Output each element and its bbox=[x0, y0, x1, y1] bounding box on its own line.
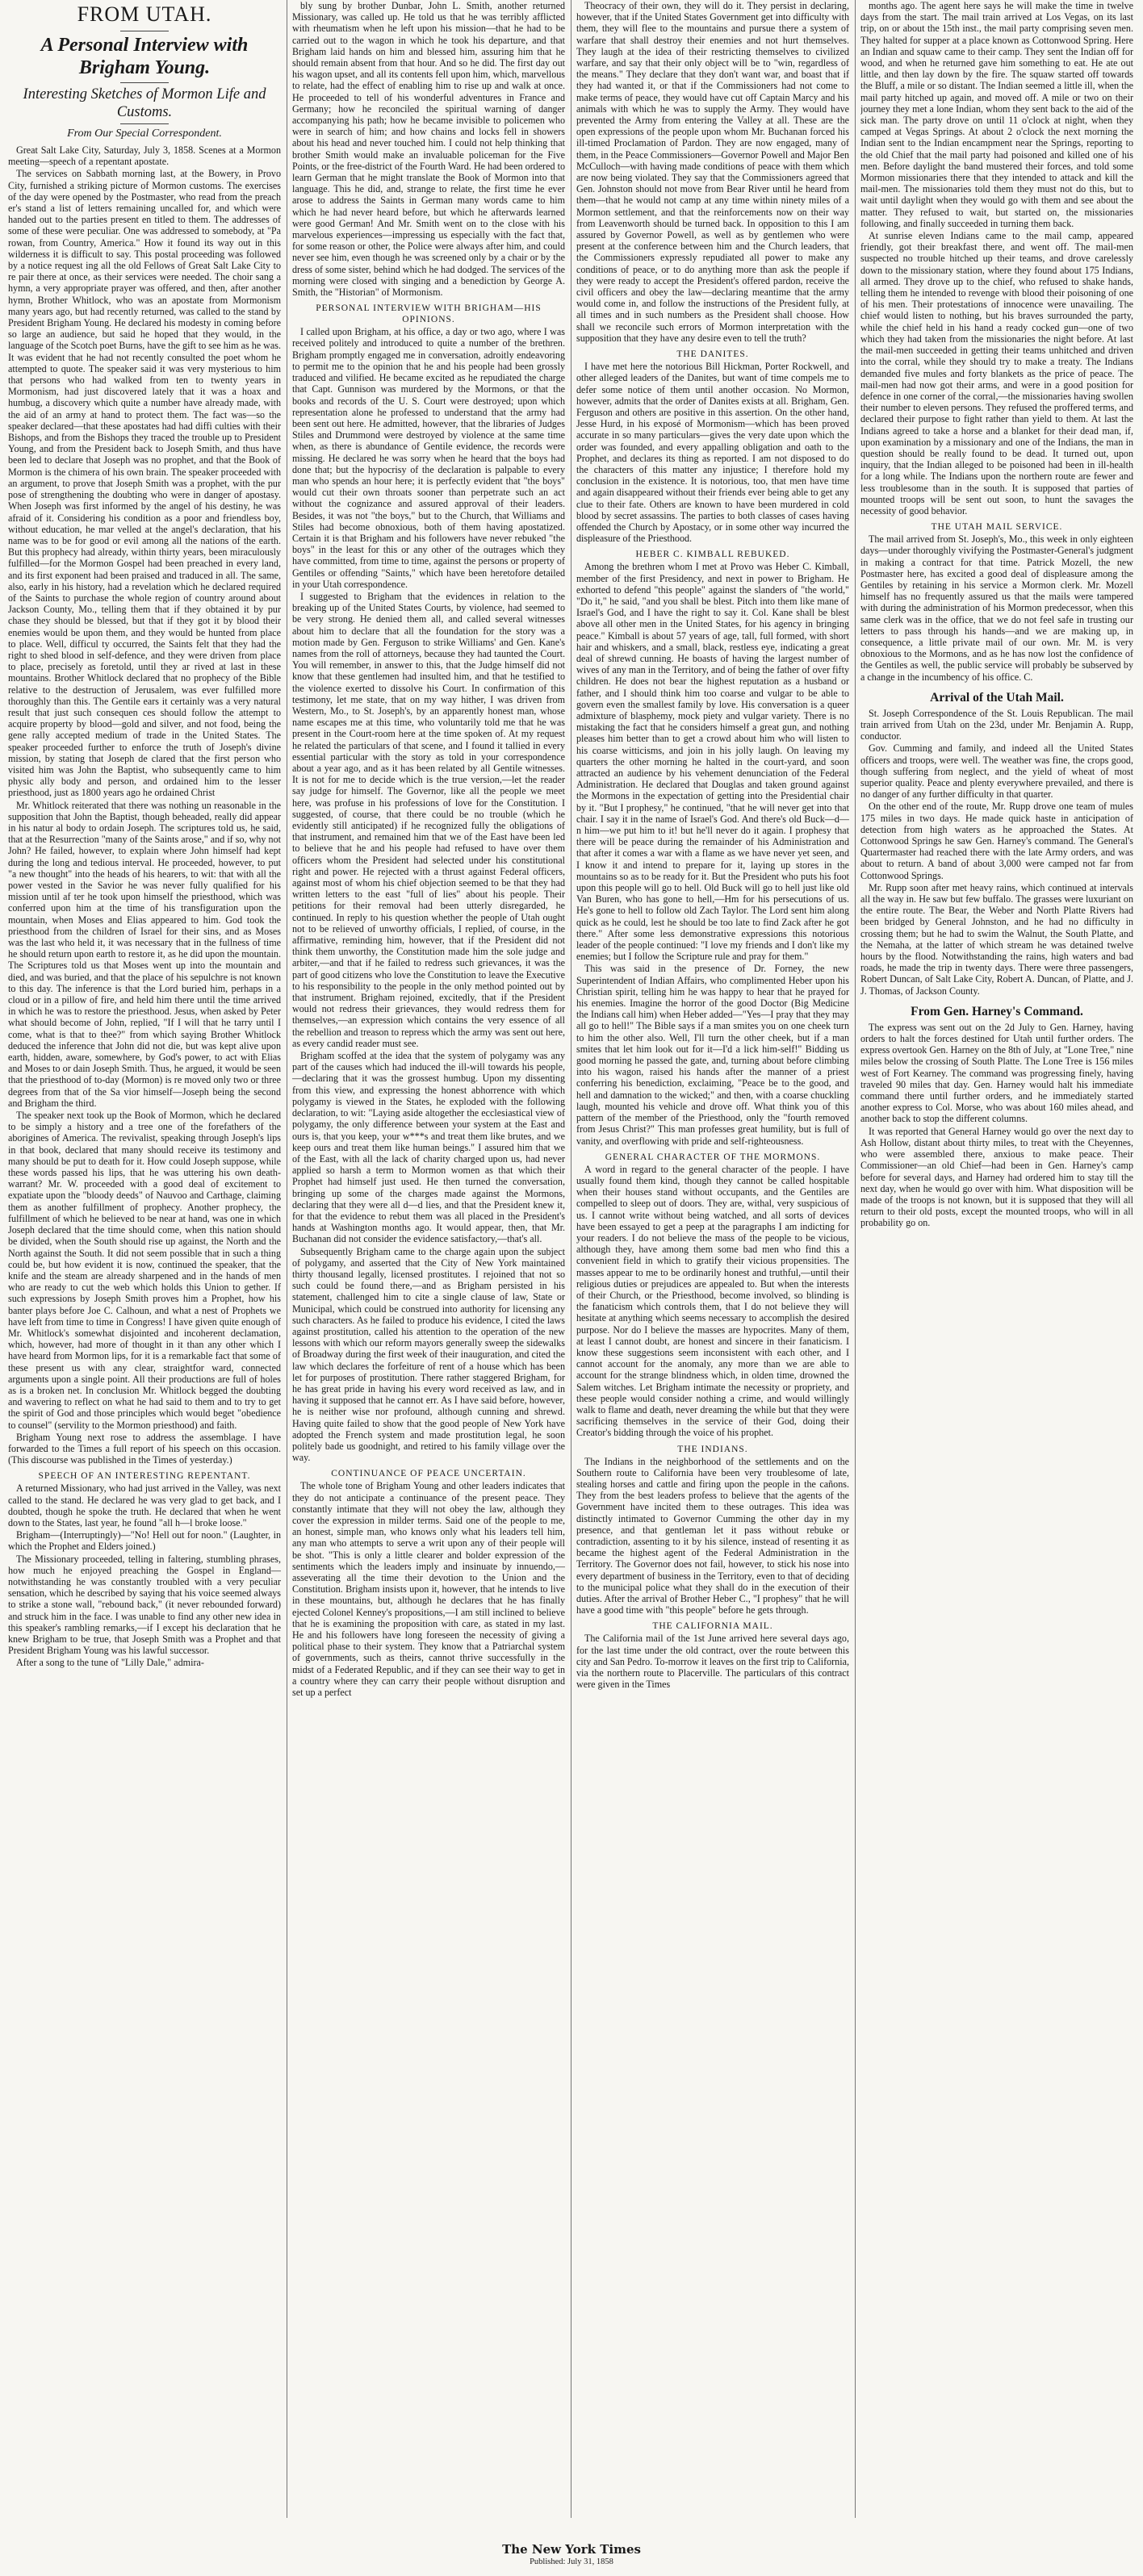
section-heading: CONTINUANCE OF PEACE UNCERTAIN. bbox=[331, 1469, 526, 1479]
column-body bbox=[860, 0, 1133, 1229]
section-heading: THE UTAH MAIL SERVICE. bbox=[931, 522, 1063, 533]
paragraph: Great Salt Lake City, Saturday, July 3, 1858. Scenes at a Mormon meeting—speech of a repentant apostate. bbox=[8, 144, 281, 168]
section-heading: THE CALIFORNIA MAIL. bbox=[652, 1621, 773, 1632]
section-heading: Arrival of the Utah Mail. bbox=[930, 690, 1064, 705]
column-body bbox=[8, 144, 281, 1669]
article-header bbox=[8, 2, 281, 141]
paragraph: Brigham scoffed at the idea that the system of polygamy was any part of the causes which had induced the ill-will towards his people,—declaring that it was the grossest humbug. Upon my dissenting from this view, and expressing the honest abhorrence with which polygamy is viewed in the States, he exploded with the following declaration, to wit: "Laying aside altogether the ecclesiastical view of polygamy, the only difference between your system at the East and ours is, that you keep, your w***s and treat them like brutes, and we keep ours and treat them like human beings." I assured him that we of the East, with all the lack of charity charged upon us, had never applied so harsh a term to Mormon women as that which their Prophet had himself just used. He then turned the conversation, bringing up some of the charges made against the Mormons, declaring that they were all d—d lies, and that the President knew it, for that the evidence to rebut them was all placed in the President's hands at Washington months ago. It would appear, then, that Mr. Buchanan did not consider the evidence satisfactory,—that's all. bbox=[292, 1050, 565, 1245]
rule bbox=[120, 123, 169, 124]
column-body bbox=[576, 0, 849, 1690]
column-3 bbox=[576, 0, 849, 2518]
column-rule bbox=[571, 0, 572, 2518]
section-heading: PERSONAL INTERVIEW WITH BRIGHAM—HIS OPINIONS. bbox=[316, 303, 542, 325]
footer bbox=[8, 2542, 1135, 2567]
paragraph: The mail arrived from St. Joseph's, Mo., this week in only eighteen days—under thoroughly vivifying the Postmaster-General's judgment in making a contract for that time. Patrick Mozell, the new Postmaster here, has excited a good deal of displeasure among the Gentiles by retaining in his service a Mormon clerk. Mr. Mozell himself has no frequently assured us that the mails were tampered with during the administration of his Mormon predecessor, when this same clerk was in the office, that we do not feel safe in trusting our letters to pass through his hands—and we are making up, in consequence, a little private mail of our own. Mr. M. is very obnoxious to the Mormons, and as he has now lost the confidence of the Gentiles as well, the public service will probably be subserved by a change in the incumbency of his office. C. bbox=[860, 533, 1133, 683]
masthead: The New York Times bbox=[502, 2542, 641, 2557]
rule bbox=[120, 82, 169, 83]
byline: From Our Special Correspondent. bbox=[67, 128, 222, 140]
paragraph: The speaker next took up the Book of Mormon, which he declared to be simply a history and a tree one of the forefathers of the aborigines of America. The revivalist, speaking through Joseph's lips in that book, declared that many should receive its testimony and many should be put to death for it. How could Joseph suppose, while these words passed his lips, that he was uttering his own death-warrant? Mr. W. proceeded with a good deal of excitement to expatiate upon the "bloody deeds" of Nauvoo and Carthage, claiming them as another fulfillment of prophecy. Another prophecy, the fulfillment of which he believed to be near at hand, was one in which Joseph declared that the time should come, when this nation should be divided, when the South should rise up against, the North and the North against the South. It did not seem possible that in such a thing could be, but how evident it is now, continued the speaker, that the knife and the steam are already sharpened and in the hands of men who are ready to cut the web which holds this Union to gether. If such expressions by Joseph Smith proves him a Prophet, how his banter plays before Joe C. Calhoun, and what a nest of Prophets we have left from time to time in Congress! I have given quite enough of Mr. Whitlock's somewhat disjointed and incoherent declamation, which, however, had more of thought in it than any other which I have heard from Mormon lips, for it is a remarkable fact that some of these present us with any clear, straightfor ward, connected arguments upon a single point. All their productions are full of holes as is a broken net. In conclusion Mr. Whitlock begged the doubting and wavering to reflect on what he had said to them and to try to get the spirit of God and those principles which would beget "obedience to counsel" (servility to the Mormon priesthood) and faith. bbox=[8, 1110, 281, 1431]
headline-1: A Personal Interview with Brigham Young. bbox=[40, 35, 249, 78]
publication-date: Published: July 31, 1858 bbox=[530, 2557, 613, 2566]
column-body bbox=[292, 0, 565, 1698]
paragraph: The Indians in the neighborhood of the settlements and on the Southern route to California have been very troublesome of late, stealing horses and cattle and firing upon the people in the cañons. They from the best leaders profess to believe that the agents of the Government have incited them to these outrages. This idea was distinctly intimated to Governor Cumming the other day in my presence, and that gentleman let it pass without rebuke or contradiction, assenting to it by his silence, instead of resenting it as became the highest agent of the Federal Administration in the Territory. The Governor does not fail, however, to stick his nose into every department of business in the Territory, even to that of deciding to the municipal police what they shall do in the execution of their duties. After the arrival of Brother Heber C., "I prophesy" that he will have a good time with "this people" before he gets through. bbox=[576, 1455, 849, 1616]
section-heading: From Gen. Harney's Command. bbox=[911, 1004, 1083, 1018]
paragraph: It was reported that General Harney would go over the next day to Ash Hollow, distant about thirty miles, to treat with the Cheyennes, who were assembled there, anxious to make peace. Their Commissioner—an old Chief—had been in Gen. Harney's camp before for several days, and Harney had ordered him to stay till the next day, when he would go over with him. What disposition will be made of the troops is not known, but it is supposed that they will all return to their old posts, except the mounted troops, who will in all probability go on. bbox=[860, 1125, 1133, 1229]
paragraph: I have met here the notorious Bill Hickman, Porter Rockwell, and other alleged leaders of the Danites, but want of time compels me to defer some notice of them until another occasion. No Mormon, however, admits that the order of Danites exists at all. Brigham, Gen. Ferguson and others are positive in this assertion. On the other hand, Jesse Hurd, in his exposé of Mormonism—which has been proved accurate in so many particulars—gives the very date upon which the order was founded, and every appalling obligation and oath to the Prophet, and declares its thing as reported. I am not disposed to do the characters of this matter any injustice; I therefore hold my conclusion in the existence. It is notorious, too, that men have time and again disappeared without their friends ever being able to get any clue to their fate. Others are known to have been murdered in cold blood by secret assassins. The parties to both classes of cases having offended the Church by Apostacy, or in some other way incurred the displeasure of the Priesthood. bbox=[576, 361, 849, 545]
paragraph: A returned Missionary, who had just arrived in the Valley, was next called to the stand. He declared he was very glad to get back, and I doubted, though he spoke the truth. He declared that when he went down to the States, last year, he found "all h—l broke loose." bbox=[8, 1482, 281, 1528]
paragraph: I suggested to Brigham that the evidences in relation to the breaking up of the United States Courts, by violence, had seemed to be very strong. He denied them all, and called several witnesses about him to declare that all the foundation for the story was a motion made by Gen. Ferguson to strike Williams' and Gen. Kane's names from the roll of attorneys, because they had taunted the Court. You will remember, in answer to this, that the Judge himself did not know that these gentlemen had insulted him, and that he testified to the violence exerted to dissolve his Court. In confirmation of this testimony, let me state, that on my way hither, I was driven from Western, Mo., to St. Joseph's, by an apparently honest man, whose name escapes me at this time, who voluntarily told me that he was present in the Court-room here at the time spoken of. At my request he related the particulars of that scene, and I found it tallied in every essential particular with the story as told in your correspondence about a year ago, and as it has been related by all Gentile witnesses. It is not for me to decide which is the true version,—let the reader say judge for himself. The Governor, like all the people we meet here, was profuse in his professions of love for the Constitution. I suggested, of course, that there could be no trouble (which he evidently still anticipated) if he recognized fully the obligations of that instrument, and remained him that we of the East have been led to believe that he and his people had refused to have over them officers whom the President had selected under his constitutional right and power. He rejected with a thrust against Federal officers, against most of whom his chief objection seemed to be that they had written letters to the east "full of lies" about his people. Their petitions for their removal had been utterly disregarded, he continued. In reply to his question whether the people of Utah ought not to be relieved of unworthy officials, I replied, of course, in the affirmative, reminding him, however, that if the President did not think them unworthy, the Constitution made him the sole judge and arbiter,—and that if he failed to redress such grievances, it was the part of good citizens who love the Constitution to leave the Executive to his responsibility to the people in the only method pointed out by that instrument. Brigham rejoined, excitedly, that if the President would not redress their grievances, they would redress them for themselves,—an expression which contains the very essence of all the rebellion and treason to repress which the army was sent out here, as every candid reader must see. bbox=[292, 590, 565, 1049]
paragraph: After a song to the tune of "Lilly Dale," admira- bbox=[16, 1657, 204, 1669]
paragraph: bly sung by brother Dunbar, John L. Smith, another returned Missionary, was called up. He told us that he was terribly afflicted with rheumatism when he left upon his mission—that he had to be carried out to the wagon in which he took his departure, and that Brigham laid hands on him and blessed him, assuring him that he should remain absent from that hour. And so he did. The first day out his wagon upset, and all its contents fell upon him, which, marvellous to relate, had the effect of enabling him to rise up and walk at once. He proceeded to tell of his wonderful adventures in France and Germany; how he reconciled the spiritual warning of danger accompanying his path; how he became invisible to policemen who were in search of him; and how chains and locks fell in showers about his head and never touched him. I could not help thinking that brother Smith would make an invaluable policeman for the Five Points, or the free-district of the Fourth Ward. He had been ordered to learn German that he might translate the Book of Mormon into that language. This he did, and, strange to relate, the first time he ever arose to address the Saints in German many words came to him which he had never heard before, but which he afterwards learned were good German! And Mr. Smith went on to the close with his marvelous experiences—impressing us especially with the fact that, for some reason or other, the Police were always after him, and could never see him, even though he was screened only by a chair or by the dress of some sister, behind which he had dodged. The services of the morning were closed with singing and a benediction by George A. Smith, the "Historian" of Mormonism. bbox=[292, 0, 565, 299]
paragraph: At sunrise eleven Indians came to the mail camp, appeared friendly, got their breakfast there, and went off. The mail-men suspected no trouble hitched up their teams, and drove carelessly down to the missionary station, where they found about 175 Indians, all armed. They drove up to the chief, who refused to shake hands, telling them he intended to revenge with blood their poisoning of one of his men. Their protestations of innocence were unavailing. The chief would listen to nothing, but his braves surrounded the party, while the chief held in his hand a ready cocked gun—one of two which they had taken from the missionaries the night before. At last the mail-men succeeded in getting their teams unhitched and driven into the corral, while they should try to make a treaty. The Indians demanded five mules and forty blankets as the price of peace. The mail-men had now got their arms, and were in a good position for defence in one corner of the corral,—the missionaries having swollen their number to eleven persons. They refused the proffered terms, and declared their purpose to fight rather than yield to them. At last the Indians agreed to take a horse and a blanket for their dead man, if, upon examination by a missionary and one of the Indians, the man in question should be really found to be dead. It turned out, upon inquiry, that the Indian alleged to be poisoned had been in ill-health for a long while. The Indians upon the northern route are fewer and less troublesome than in the south. It is supposed that parties of mounted troops will be sent out soon, to hunt the savages the necessity of good behavior. bbox=[860, 230, 1133, 516]
column-1 bbox=[8, 0, 281, 2518]
section-heading: THE DANITES. bbox=[676, 349, 749, 360]
kicker: FROM UTAH. bbox=[77, 2, 212, 26]
paragraph: I called upon Brigham, at his office, a day or two ago, where I was received politely and introduced to quite a number of the brethren. Brigham promptly engaged me in conversation, adroitly endeavoring to permit me to the opinion that he and his people had been grossly traduced and vilified. He became excited as he repudiated the charge that Capt. Gunnison was murdered by the Mormons, or that the books and records of the U. S. Court were destroyed; upon which representation alone he professed to understand that the army had been sent out here. He admitted, however, that the libraries of Judges Stiles and Drummond were destroyed by violence at the same time when, as there is abundance of Gentile evidence, the records were missing. He declared he was sorry when he heard that the boys had done that; but the hypocrisy of the declaration is palpable to every man who spends an hour here; it is perfectly evident that "the boys" would cut their own throats sooner than perpetrate such an act without the cognizance and assured approval of their leaders. Besides, it was not "the boys," but to the Church, that Williams and Stiles had become obnoxious, both of them having apostatized. Certain it is that Brigham and his followers have never rebuked "the boys" in the least for this or any other of the outrages which they have committed, from time to time, against the persons or property of Gentiles or offending "Saints," which have been heretofore detailed in your Utah correspondence. bbox=[292, 326, 565, 590]
column-4 bbox=[860, 0, 1133, 2518]
paragraph: A word in regard to the general character of the people. I have usually found them kind, though they cannot be called hospitable when their houses stand without occupants, and the Gentiles are compelled to sleep out of doors. They are, withal, very suspicious of us. I cannot write without being watched, and all sorts of devices have been essayed to get a peep at the paragraphs I am indicting for your readers. I do not believe the mass of the people to be vicious, although they, have among them some bad men who find this a convenient field in which to gratify their vicious propensities. The masses appear to me to be ordinarily honest and truthful,—until their religious duties or prejudices are appealed to. But when the interests of their Church, or the Priesthood, become involved, so blinding is the fanaticism which controls them, that I do not believe they will hesitate at anything which seems necessary to accomplish the desired purpose. Nor do I believe the masses are hypocrites. Many of them, at least I cannot doubt, are honest and sincere in their fanaticism. I know these suggestions seem inconsistent with each other, and I cannot account for the anomaly, any more than we are able to account for the strange blindness which, in olden time, drowned the Salem witches. Let Brigham intimate the necessity or propriety, and these people would consider nothing a crime, and would willingly walk to flame and death, never dreaming the while but that they were sacrificing themselves in the service of their God, doing their Creator's bidding through the voice of his prophet. bbox=[576, 1163, 849, 1439]
paragraph: Among the brethren whom I met at Provo was Heber C. Kimball, member of the first Presidency, and next in power to Brigham. He exhorted to defend "this people" against the slanders of "the world," "Do it," he said, "and you shall be blest. Pitch into them like mane of Israel's God, and I have the right to say it. Col. Kane shall be blest above all other men in the United States, for his agency in bringing peace." Kimball is about 57 years of age, tall, full formed, with short hair and whiskers, and a small, black, restless eye, indicating a great deal of shrewd cunning. He boasts of having the largest number of wives of any man in the Territory, and of being the father of over fifty children. He does not bear the highest reputation as a husband or father, and I should think him too coarse and vulgar to be able to govern even the smallest family by love. His conversation is a queer admixture of blasphemy, mock piety and vulgar variety. There is no mistaking the fact that he considers himself a great gun, and nothing pleases him better than to get a crowd about him who will listen to his coarse witticisms, and join in his jolly laugh. On leaving my quarters the other morning he halted in the court-yard, and soon attracted an audience by his vehement denunciation of the Federal Administration. He declared that Douglas and taken ground against the Mormons in the expectation of getting into the Presidential chair by it. "But I prophesy," he continued, "that he will never get into that chair. I say it in the name of Israel's God. And there's old Buck—d—n him—we put him to it! but he'll never do it again. I prophesy that there will be peace during the remainder of his Administration and that after it comes a war with a flame as we have never yet seen, and I know it and intend to prepare for it, laying up stores in the mountains so as to be ready for it. But the President who puts his foot upon this people will go to hell. Old Buck will go to hell just like old Van Buren, who has gone to hell,—Hm for his persecutions of us. He's gone to hell to follow old Zach Taylor. The Lord sent him along quick as he could, lest he should be too late to find Zack after he got there." After some less demonstrative expressions this notorious leader of the people continued: "I love my friends and I don't like my enemies; but I follow the Scripture rule and pray for them." bbox=[576, 561, 849, 963]
section-heading: SPEECH OF AN INTERESTING REPENTANT. bbox=[38, 1471, 251, 1482]
section-heading: HEBER C. KIMBALL REBUKED. bbox=[635, 550, 790, 560]
paragraph: Mr. Whitlock reiterated that there was nothing un reasonable in the supposition that John the Baptist, though beheaded, really did appear in his natur al body to ordain Joseph. The scriptures told us, he said, that at the Resurrection "many of the Saints arose," and if so, why not John? He failed, however, to explain where John himself had kept during the long and tedious interval. He proceeded, however, to put "a new thought" into the heads of his hearers, to wit: that with all the power vested in the Savior he was never fully qualified for his mission until af ter he took upon himself the priesthood, which was conferred upon him at the time of his transfiguration upon the mountain, when Moses and Elias appeared to him. God took the priesthood from the children of Israel for their sins, and as Moses was the last who held it, it was necessary that in the fullness of time he should return upon earth to restore it, as he did upon the mountain. The Scriptures told us that Moses went up into the mountain and died, and was buried, and that the place of his sepulchre is not known to this day. The inference is that the Lord buried him, perhaps in a cloud or in a pillow of fire, and held him there until the time arrived in which he was to restore the priesthood. Jesus, when asked by Peter what should become of John, replied, "If I will that he tarry until I come, what is that to thee?" from which saying Brother Whitlock deduced the inference that John did not die, but was kept alive upon earth, hidden, aware, somewhere, by God's power, to act with Elias and Moses to or dain Joseph Smith. Thus, he argued, it would be seen that the priesthood of to-day (Mormon) is re moved only two or three degrees from that of the Sa vior himself—Joseph being the second and Brigham the third. bbox=[8, 799, 281, 1109]
section-heading: THE INDIANS. bbox=[677, 1444, 748, 1454]
paragraph: months ago. The agent here says he will make the time in twelve days from the start. The mail train arrived at Los Vegas, on its last trip, on or about the 15th inst., the mail party comprising seven men. They halted for supper at a place known as Cottonwood Spring. Here an Indian and squaw came to their camp. They sent the Indian off for wood, and when he returned gave him something to eat. He ate out little, and then lay down by the fire. The squaw started off towards the Bluff, a mile or so distant. The Indian seemed a little ill, when the mail party hitched up again, and moved off. A mile or two on their journey they met a lone Indian, whom they sent back to the aid of the sick man. The party drove on until 11 o'clock at night, when they camped at Vegas Springs. At about 2 o'clock the next morning the Indian sent to the Indian encampment near the Springs, reporting to the old Chief that the mail party had poisoned and killed one of his men. Before daylight the band mustered their forces, and told some Mormon missionaries there that they intended to attack and kill the mail-men. The missionaries told them they must not do this, but to wait until daylight when they would go with them and see about the matter. They refused to wait, but started on, the missionaries following, and finally succeeded in turning them back. bbox=[860, 0, 1133, 229]
newspaper-page bbox=[8, 0, 1135, 2576]
column-2 bbox=[292, 0, 565, 2518]
paragraph: The whole tone of Brigham Young and other leaders indicates that they do not anticipate a continuance of the present peace. They constantly intimate that they will not obey the law, although they cover the expression in milder terms. Said one of the people to me, an honest, simple man, who knows only what his leaders tell him, any man who attempts to serve a writ upon any of their people will be shot. "This is only a little clearer and bolder expression of the sentiments which the leaders imply and insinuate by innuendo,—asseverating all the time their devotion to the Union and the Constitution. Brigham insists upon it, however, that he intends to live in these mountains, but, although he declares that he has finally ejected Colonel Kenney's propositions,—I am still inclined to believe that he is examining the proposition with care, as stated in my last. He and his followers have long foreseen the necessity of giving a political phase to their system. They know that a Patriarchal system of governments, such as theirs, cannot thrive successfully in the midst of a Federated Republic, and if they can see their way to get in a country where they can carry their people without disruption and set up a perfect bbox=[292, 1480, 565, 1699]
paragraph: Theocracy of their own, they will do it. They persist in declaring, however, that if the United States Government get into difficulty with them, they will flee to the mountains and pursue there a system of warfare that shall destroy their enemies and not hurt themselves. They laugh at the idea of their restricting themselves to civilized warfare, and say that their only object will be to "win, regardless of the means." They declare that they don't want war, and boast that if they had wanted it, or that if the Commissioners had not come to make terms of peace, they would have cut off Captain Marcy and his animals with which he was to supply the Army. They would have prevented the Army from entering the Valley at all. These are the open expressions of the people upon whom Mr. Buchanan forced his ill-timed Proclamation of Pardon. They are now engaged, many of them, in the Peace Commissioners—Governor Powell and Major Ben McCulloch—with having made conditions of peace with them which are now being violated. They say that the Commissioners agreed that Gen. Johnston should not move from Bear River until he heard from them—that he would not camp at any time within ninety miles of a Mormon settlement, and that the reinforcements now on their way from Leavenworth should be turned back. In opposition to this I am assured by Governor Powell, as well as by gentlemen who were present at the conference between him and the Church leaders, that the Commissioners expressly repudiated all power to make any conditions of peace, or to do anything more than ask the people if they were ready to accept the President's offered pardon, receive the civil officers and obey the law—declaring meantime that the army would come in, and follow the instructions of the President fully, at all times and in such numbers as the President shall choose. How shall we reconcile such errors of Mormon interpretation with the supposition that they have any desire even to tell the truth? bbox=[576, 0, 849, 344]
paragraph: Subsequently Brigham came to the charge again upon the subject of polygamy, and asserted that the City of New York maintained thirty thousand legally, licensed prostitutes. I rejoined that not so such could be found there,—and as Brigham persisted in his statement, challenged him to cite a single clause of law, State or Municipal, which could be construed into authority for licensing any such characters. As he failed to produce his evidence, I cited the laws against prostitution, called his attention to the operation of the new lessons with which our reform mayors generally sweep the sidewalks of Broadway during the first week of their inauguration, and cited the law which declares the forfeiture of rent of a house which has been let for purposes of prostitution. There rather staggered Brigham, for he has great pride in having his every word received as law, and in having it supposed that he cannot err. As I have said before, however, he is neither wise nor profound, although cunning and shrewd. Having quite failed to show that the good people of New York have adopted the French system and made prostitution legal, he soon politely bade us goodnight, and retired to his family village over the way. bbox=[292, 1245, 565, 1464]
paragraph: Gov. Cumming and family, and indeed all the United States officers and troops, were well. The weather was fine, the crops good, though suffering from neglect, and the yield of wheat of most superior quality. Peace and plenty everywhere prevailed, and there is no danger of any further difficulty in that quarter. bbox=[860, 742, 1133, 801]
paragraph: The Missionary proceeded, telling in faltering, stumbling phrases, how much he enjoyed preaching the Gospel in England—notwithstanding he was constantly troubled with a very peculiar sensation, which he described by saying that his voice seemed always to strike a stone wall, "rebound back," (it never rebounded forward) and struck him in the face. I was unable to find any other new idea in this speaker's rambling remarks,—if I except his declaration that he knew Brigham to be true, that Joseph Smith was a Prophet and that President Brigham Young was his lawful successor. bbox=[8, 1553, 281, 1657]
paragraph: Brigham—(Interruptingly)—"No! Hell out for noon." (Laughter, in which the Prophet and Elders joined.) bbox=[8, 1529, 281, 1553]
paragraph: St. Joseph Correspondence of the St. Louis Republican. The mail train arrived from Utah on the 23d, under Mr. Benjamin A. Rupp, conductor. bbox=[860, 707, 1133, 742]
section-heading: GENERAL CHARACTER OF THE MORMONS. bbox=[605, 1152, 821, 1162]
paragraph: The services on Sabbath morning last, at the Bowery, in Provo City, furnished a striking picture of Mormon customs. The exercises of the day were opened by the Postmaster, who read from the preach er's stand a list of letters remaining uncalled for, and which were handed out to the parties present en titled to them. The addresses of some of these were peculiar. One was addressed to somebody, at "Pa rowan, from Country, America." How it found its way out in this wilderness it is difficult to say. This postal proceeding was followed by a notice request ing all the old Fellows of Great Salt Lake City to re pair there at once, as their services were needed. The choir sang a hymn, a very appropriate prayer was offered, and then, after another hymn, Brother Whitlock, who was an apostate from Mormonism many years ago, but had recently returned, was called to the stand by President Brigham Young. He declared his modesty in coming before so large an audience, but said he hoped that they would, in the language of the Scotch poet Burns, have the gift to see him as he was. It was evident that he had not recently consulted the poet whom he attempted to quote. The speaker said it was very mysterious to him that persons who had walked from ten to twenty years in Mormonism, had just discovered lately that it was a hoax and humbug, a discovery which quite a number have already made, with the aid of an army at hand to protect them. The fact was—so the speaker declared—that these apostates had had diffi culties with their Bishops, and from the Bishops they traced the trouble up to President Young, and from the President back to Joseph Smith, and thus have been led to declare that Joseph was no prophet, and that the Book of Mormon is the chimera of his own brain. The speaker proceeded with an argument, to prove that Joseph Smith was a prophet, with the pur pose of strengthening the doubting who were in danger of apostasy. When Joseph was first informed by the angel of his destiny, he was afraid of it. Considering his condition as a poor and friendless boy, without education, he mar velled at the angel's declaration, that his name was to be for good or evil among all the nations of the earth. But this prophecy had already, within thirty years, been miraculously fulfilled—for the Mormon Gospel had been preached in every land, and its first exponent had been praised and traduced in all. The same, also, early in his history, had a revelation which he declared required of the Saints to purchase the whole region of country around about Jackson County, Mo., telling them that if they obtained it by pur chase they should be blessed, but that if they got it by blood their enemies would be upon them, and they would be hunted from place to place. Well, difficul ty occurred, the Saints felt that they had the right to shed blood in self-defence, and they were driven from place to place, precisely as foretold, until they ar rived at last in these mountains. Brother Whitlock declared that no prophecy of the Bible relative to the destruction of Jerusalem, was ever fulfilled more thoroughly than this. The Gentile ears it certainly was a very natural result that just such consequen ces should follow the attempt to acquire property by blood—gold and silver, and not food, being the gene rally accepted medium of trade in the United States. The speaker proceeded further to enforce the truth of Joseph's divine mission, by stating that Joseph de clared that the first person who visited him was John the Baptist, who subsequently came to him physic ally body and person, and ordained him to the lesser priesthood, just as 1800 years ago he ordained Christ bbox=[8, 168, 281, 799]
paragraph: This was said in the presence of Dr. Forney, the new Superintendent of Indian Affairs, who complimented Heber upon his Christian spirit, telling him he was happy to hear that he prayed for his enemies. Imagine the horror of the good Doctor (Big Medicine the Indians call him) when Heber added—"Yes—I pray that they may all go to hell!" The Bible says if a man smites you on one cheek turn to him the other also. Well, I'll turn the other cheek, but if a man smites that let him look out for it—I'd a lick him-self!" Bidding us good morning he passed the gate, and, turning about before climbing into his wagon, raised his hands after the manner of a priest conferring his benediction, exclaiming, "Peace be to the good, and hell and damnation to the wicked;" and then, with a coarse chuckling laugh, mounted his vehicle and drove off. What think you of this pattern of the member of the Priesthood, only the "fourth removed from Jesus Christ?" This man professes great humility, but is full of vanity, and overflowing with pride and self-righteousness. bbox=[576, 963, 849, 1147]
paragraph: On the other end of the route, Mr. Rupp drove one team of mules 175 miles in two days. He made quick haste in anticipation of detection from high waters as he approached the States. At Cottonwood Springs he saw Gen. Harney's command. The General's Quartermaster had reached there with the late Army orders, and was about to return. A band of about 3,000 were camped not far from Cottonwood Springs. bbox=[860, 801, 1133, 881]
paragraph: Mr. Rupp soon after met heavy rains, which continued at intervals all the way in. He saw but few buffalo. The grasses were luxuriant on the entire route. The Bear, the Weber and North Platte Rivers had been bridged by General Johnston, and he had no difficulty in crossing them; but he had to swim the Walnut, the South Platte, and the Nemaha, at the latter of which stream he was detained twelve hours by the flood. Notwithstanding the rains, high waters and bad roads, he made the trip in twenty days. There were three passengers, Robert Duncan, of Salt Lake City, Robert A. Duncan, of Platte, and J. J. Thomas, of Jackson County. bbox=[860, 881, 1133, 997]
paragraph: The express was sent out on the 2d July to Gen. Harney, having orders to halt the forces destined for Utah until further orders. The express overtook Gen. Harney on the 8th of July, at "Lone Tree," nine miles below the crossing of South Platte. The Lone Tree is 156 miles west of Fort Kearney. The command was progressing finely, having traveled 90 miles that day. Gen. Harney would halt his immediate command there until further orders, and he immediately started another express to Col. Morse, who was about 160 miles ahead, and another back to stop the different columns. bbox=[860, 1021, 1133, 1125]
column-rule bbox=[855, 0, 856, 2518]
paragraph: The California mail of the 1st June arrived here several days ago, for the last time under the old contract, over the route between this city and San Pedro. To-morrow it leaves on the first trip to California, via the northern route to Placerville. The particulars of this contract were given in the Times bbox=[576, 1633, 849, 1691]
paragraph: Brigham Young next rose to address the assemblage. I have forwarded to the Times a full report of his speech on this occasion. (This discourse was published in the Times of yesterday.) bbox=[8, 1431, 281, 1466]
headline-2: Interesting Sketches of Mormon Life and Customs. bbox=[23, 86, 266, 120]
